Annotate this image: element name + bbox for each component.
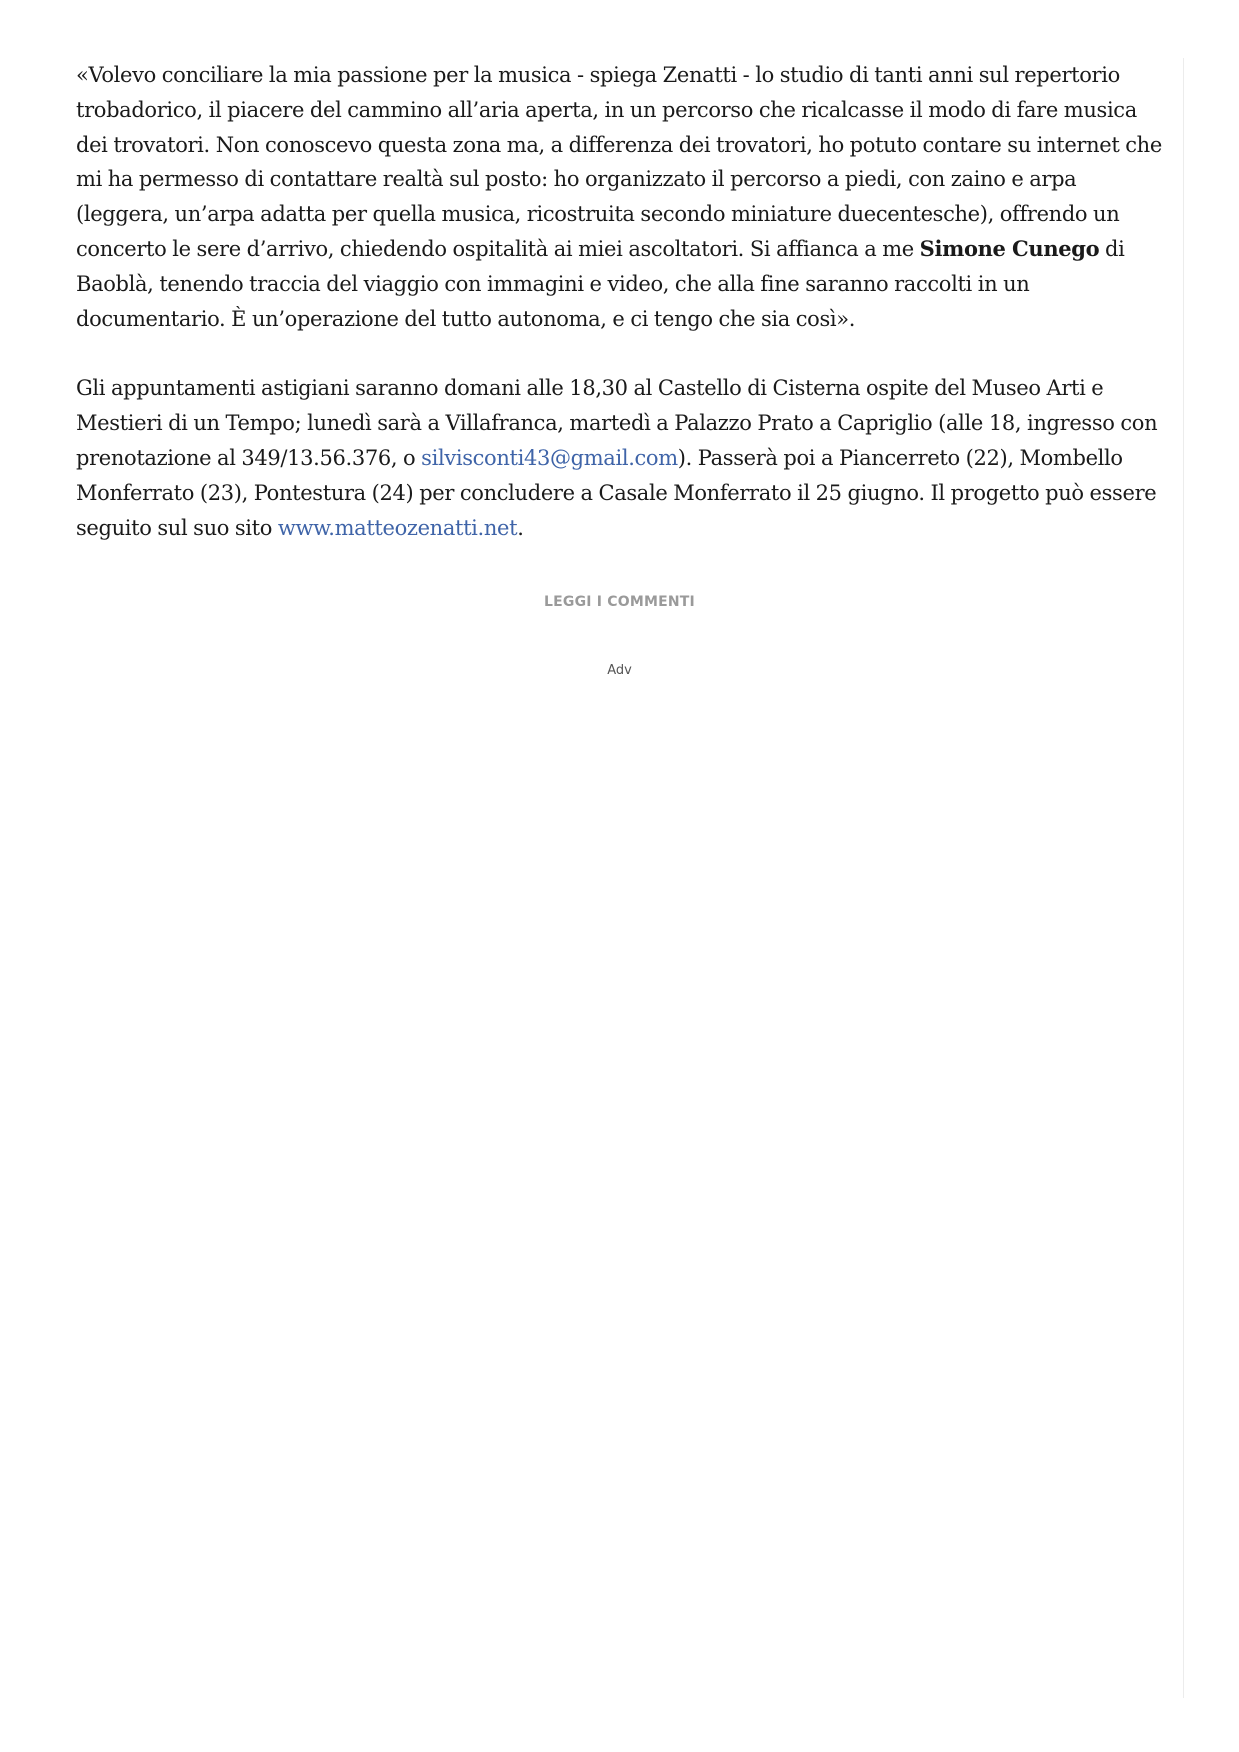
article-paragraph-quote [76, 58, 1164, 336]
paragraph-text: . [517, 515, 524, 540]
person-name-bold: Simone Cunego [919, 235, 1100, 261]
paragraph-text: «Volevo conciliare la mia passione per la musica - spiega Zenatti - lo studio di tanti anni sul repertorio trobadorico, il piacere del cammino all’aria aperta, in un percorso che ricalcasse il modo di fare musica dei trovatori. Non conoscevo questa zona ma, a differenza dei trovatori, ho potuto contare su internet che mi ha permesso di contattare realtà sul posto: ho organizzato il percorso a piedi, con zaino e arpa (leggera, un’arpa adatta per quella musica, ricostruita secondo miniature duecentesche), offrendo un concerto le sere d’arrivo, chiedendo ospitalità ai miei ascoltatori. Si affianca a me [76, 63, 1162, 261]
website-link[interactable]: www.matteozenatti.net [277, 515, 518, 540]
adv-label: Adv [607, 663, 632, 678]
email-link[interactable]: silvisconti43@gmail.com [421, 445, 678, 470]
paragraph-text: di Baoblà, tenendo traccia del viaggio con immagini e video, che alla fine saranno raccolti in un documentario. È un’operazione del tutto autonoma, e ci tengo che sia così». [76, 236, 1125, 331]
article-body [76, 58, 1164, 545]
paragraph-text: ). Passerà poi a Piancerreto (22), Mombello Monferrato (23), Pontestura (24) per concludere a Casale Monferrato il 25 giugno. Il progetto può essere seguito sul suo sito [76, 445, 1157, 540]
paragraph-text: Gli appuntamenti astigiani saranno domani alle 18,30 al Castello di Cisterna ospite del Museo Arti e Mestieri di un Tempo; lunedì sarà a Villafranca, martedì a Palazzo Prato a Capriglio (alle 18, ingresso con prenotazione al 349/13.56.376, o [76, 376, 1158, 470]
read-comments-link[interactable]: LEGGI I COMMENTI [544, 594, 695, 610]
page-edge-rule [1183, 58, 1184, 1698]
article-paragraph-dates [76, 371, 1164, 545]
